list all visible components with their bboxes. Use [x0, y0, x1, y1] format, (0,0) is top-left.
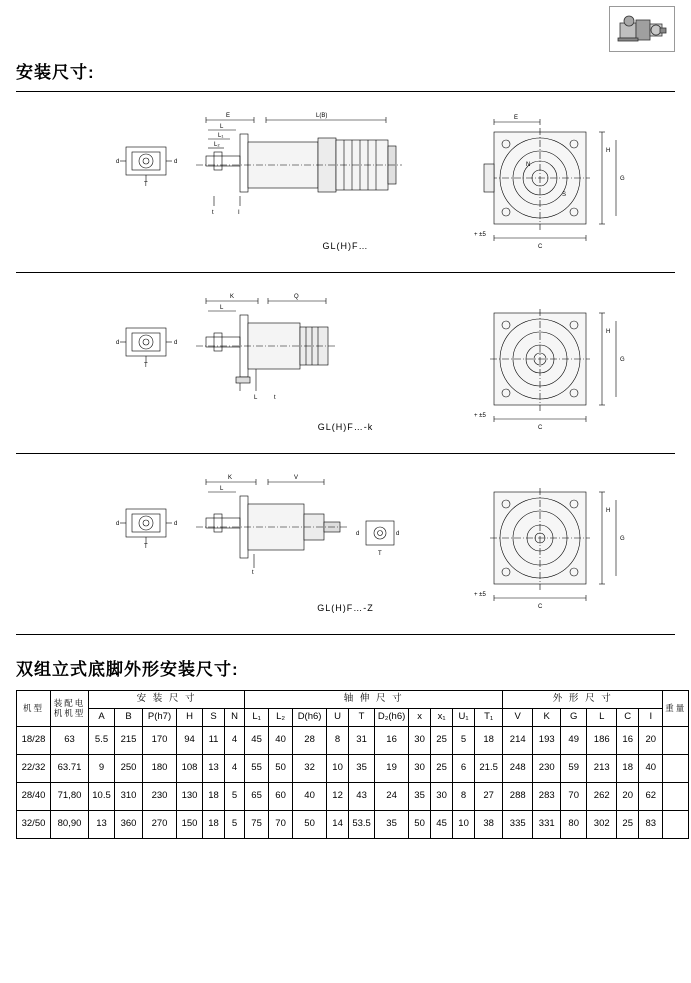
col-x1: x₁	[431, 709, 453, 727]
col-P: P(h7)	[143, 709, 177, 727]
svg-text:d: d	[173, 521, 177, 527]
svg-text:Q: Q	[293, 294, 299, 300]
cell-x1: 25	[431, 755, 453, 783]
col-group-mounting: 安 装 尺 寸	[89, 691, 245, 709]
cell-model: 32/50	[17, 811, 51, 839]
svg-text:d: d	[395, 531, 399, 537]
cell-V: 288	[503, 783, 533, 811]
svg-text:+ ±5: + ±5	[473, 413, 486, 419]
cell-H: 108	[177, 755, 203, 783]
svg-text:T: T	[143, 182, 148, 188]
col-C: C	[617, 709, 639, 727]
cell-C: 16	[617, 727, 639, 755]
svg-text:L₂: L₂	[213, 142, 220, 148]
cell-U1: 8	[453, 783, 475, 811]
cell-H: 94	[177, 727, 203, 755]
svg-text:t: t	[273, 395, 276, 401]
col-group-model: 机型	[17, 691, 51, 727]
cell-L1: 55	[245, 755, 269, 783]
cell-P: 270	[143, 811, 177, 839]
svg-text:V: V	[293, 475, 298, 481]
cell-S: 18	[203, 811, 225, 839]
drawing-gl-h-f	[16, 92, 675, 270]
svg-text:N: N	[525, 162, 530, 168]
cell-model: 18/28	[17, 727, 51, 755]
svg-text:d: d	[115, 159, 119, 165]
col-H: H	[177, 709, 203, 727]
cell-A: 13	[89, 811, 115, 839]
cell-L1: 65	[245, 783, 269, 811]
cell-U1: 10	[453, 811, 475, 839]
cell-V: 214	[503, 727, 533, 755]
cell-motor: 71,80	[51, 783, 89, 811]
cell-T: 53.5	[349, 811, 375, 839]
cell-T1: 27	[475, 783, 503, 811]
cell-G: 70	[561, 783, 587, 811]
col-I: I	[639, 709, 663, 727]
col-A: A	[89, 709, 115, 727]
cell-N: 5	[225, 783, 245, 811]
cell-L: 262	[587, 783, 617, 811]
drawing-gl-h-f-z	[16, 454, 675, 632]
svg-text:H: H	[605, 329, 610, 335]
cell-I: 40	[639, 755, 663, 783]
col-D2: D₂(h6)	[375, 709, 409, 727]
svg-text:T: T	[143, 544, 148, 550]
cell-L1: 75	[245, 811, 269, 839]
cell-K: 230	[533, 755, 561, 783]
col-B: B	[115, 709, 143, 727]
col-L: L	[587, 709, 617, 727]
cell-V: 335	[503, 811, 533, 839]
cell-weight	[663, 755, 689, 783]
col-T: T	[349, 709, 375, 727]
cell-D: 32	[293, 755, 327, 783]
col-N: N	[225, 709, 245, 727]
svg-text:S: S	[561, 192, 566, 198]
product-logo	[609, 6, 675, 52]
table-row	[17, 727, 689, 755]
cell-x: 30	[409, 727, 431, 755]
table-row	[17, 811, 689, 839]
cell-U: 8	[327, 727, 349, 755]
cell-K: 193	[533, 727, 561, 755]
cell-T: 43	[349, 783, 375, 811]
cell-I: 83	[639, 811, 663, 839]
cell-T: 35	[349, 755, 375, 783]
svg-text:G: G	[619, 536, 625, 542]
col-group-weight: 重量	[663, 691, 689, 727]
col-S: S	[203, 709, 225, 727]
svg-text:t: t	[211, 210, 214, 216]
cell-T1: 18	[475, 727, 503, 755]
svg-text:G: G	[619, 176, 625, 182]
svg-text:L: L	[219, 486, 223, 492]
svg-text:L: L	[219, 305, 223, 311]
col-V: V	[503, 709, 533, 727]
cell-x: 30	[409, 755, 431, 783]
cell-K: 283	[533, 783, 561, 811]
cell-L2: 40	[269, 727, 293, 755]
cell-B: 310	[115, 783, 143, 811]
col-L2: L₂	[269, 709, 293, 727]
drawing-gl-h-f-k	[16, 273, 675, 451]
cell-S: 11	[203, 727, 225, 755]
cell-D2: 19	[375, 755, 409, 783]
cell-P: 180	[143, 755, 177, 783]
cell-D: 28	[293, 727, 327, 755]
svg-text:C: C	[537, 244, 542, 250]
cell-C: 18	[617, 755, 639, 783]
svg-text:K: K	[227, 475, 232, 481]
cell-K: 331	[533, 811, 561, 839]
svg-text:L(B): L(B)	[315, 113, 327, 119]
cell-x1: 45	[431, 811, 453, 839]
cell-x1: 25	[431, 727, 453, 755]
cell-U1: 6	[453, 755, 475, 783]
cell-weight	[663, 727, 689, 755]
svg-text:L: L	[219, 124, 223, 130]
drawing-caption-3: GL(H)F…-Z	[317, 603, 374, 613]
cell-U: 10	[327, 755, 349, 783]
col-L1: L₁	[245, 709, 269, 727]
cell-L1: 45	[245, 727, 269, 755]
table-row	[17, 783, 689, 811]
col-group-outline: 外 形 尺 寸	[503, 691, 663, 709]
col-group-motor: 装配电机机型	[51, 691, 89, 727]
cell-model: 28/40	[17, 783, 51, 811]
cell-T: 31	[349, 727, 375, 755]
cell-D2: 35	[375, 811, 409, 839]
col-G: G	[561, 709, 587, 727]
cell-D2: 24	[375, 783, 409, 811]
svg-text:H: H	[605, 148, 610, 154]
cell-C: 25	[617, 811, 639, 839]
cell-weight	[663, 811, 689, 839]
svg-text:L: L	[253, 395, 257, 401]
cell-U: 12	[327, 783, 349, 811]
svg-text:E: E	[513, 115, 518, 121]
svg-text:T: T	[143, 363, 148, 369]
cell-D2: 16	[375, 727, 409, 755]
table-row	[17, 755, 689, 783]
cell-motor: 63	[51, 727, 89, 755]
svg-text:E: E	[225, 113, 230, 119]
svg-text:+ ±5: + ±5	[473, 592, 486, 598]
svg-text:H: H	[605, 508, 610, 514]
cell-V: 248	[503, 755, 533, 783]
col-x: x	[409, 709, 431, 727]
cell-S: 18	[203, 783, 225, 811]
divider	[16, 634, 675, 635]
col-U: U	[327, 709, 349, 727]
svg-text:T: T	[377, 551, 382, 557]
svg-text:d: d	[355, 531, 359, 537]
cell-G: 49	[561, 727, 587, 755]
svg-text:K: K	[229, 294, 234, 300]
cell-U: 14	[327, 811, 349, 839]
cell-A: 5.5	[89, 727, 115, 755]
svg-text:+ ±5: + ±5	[473, 232, 486, 238]
gear-motor-icon	[614, 11, 670, 47]
cell-N: 4	[225, 727, 245, 755]
page-title: 安装尺寸:	[16, 63, 95, 82]
cell-I: 62	[639, 783, 663, 811]
svg-text:d: d	[173, 159, 177, 165]
col-group-shaft: 轴 伸 尺 寸	[245, 691, 503, 709]
cell-B: 215	[115, 727, 143, 755]
col-U1: U₁	[453, 709, 475, 727]
cell-N: 5	[225, 811, 245, 839]
svg-text:G: G	[619, 357, 625, 363]
cell-T1: 21.5	[475, 755, 503, 783]
cell-L2: 70	[269, 811, 293, 839]
cell-weight	[663, 783, 689, 811]
cell-T1: 38	[475, 811, 503, 839]
col-T1: T₁	[475, 709, 503, 727]
cell-U1: 5	[453, 727, 475, 755]
cell-S: 13	[203, 755, 225, 783]
cell-L: 302	[587, 811, 617, 839]
cell-A: 10.5	[89, 783, 115, 811]
section-title-2: 双组立式底脚外形安装尺寸:	[16, 660, 239, 679]
cell-N: 4	[225, 755, 245, 783]
svg-text:C: C	[537, 604, 542, 610]
cell-G: 59	[561, 755, 587, 783]
svg-text:I: I	[237, 210, 240, 216]
cell-B: 360	[115, 811, 143, 839]
cell-D: 50	[293, 811, 327, 839]
cell-C: 20	[617, 783, 639, 811]
table-group-header-row	[17, 691, 689, 709]
svg-text:d: d	[115, 521, 119, 527]
drawing-caption-1: GL(H)F…	[322, 241, 369, 251]
drawing-caption-2: GL(H)F…-k	[317, 422, 374, 432]
cell-motor: 80,90	[51, 811, 89, 839]
cell-L2: 50	[269, 755, 293, 783]
cell-L: 186	[587, 727, 617, 755]
cell-D: 40	[293, 783, 327, 811]
cell-G: 80	[561, 811, 587, 839]
cell-P: 170	[143, 727, 177, 755]
cell-H: 150	[177, 811, 203, 839]
cell-model: 22/32	[17, 755, 51, 783]
col-D: D(h6)	[293, 709, 327, 727]
cell-B: 250	[115, 755, 143, 783]
svg-text:C: C	[537, 425, 542, 431]
cell-x: 35	[409, 783, 431, 811]
svg-text:L₁: L₁	[217, 133, 223, 139]
svg-text:d: d	[173, 340, 177, 346]
cell-motor: 63.71	[51, 755, 89, 783]
cell-H: 130	[177, 783, 203, 811]
cell-I: 20	[639, 727, 663, 755]
cell-x1: 30	[431, 783, 453, 811]
cell-P: 230	[143, 783, 177, 811]
svg-text:t: t	[251, 570, 254, 576]
cell-A: 9	[89, 755, 115, 783]
cell-x: 50	[409, 811, 431, 839]
table-header-row	[17, 709, 689, 727]
svg-text:d: d	[115, 340, 119, 346]
spec-table	[16, 690, 689, 839]
cell-L: 213	[587, 755, 617, 783]
cell-L2: 60	[269, 783, 293, 811]
col-K: K	[533, 709, 561, 727]
